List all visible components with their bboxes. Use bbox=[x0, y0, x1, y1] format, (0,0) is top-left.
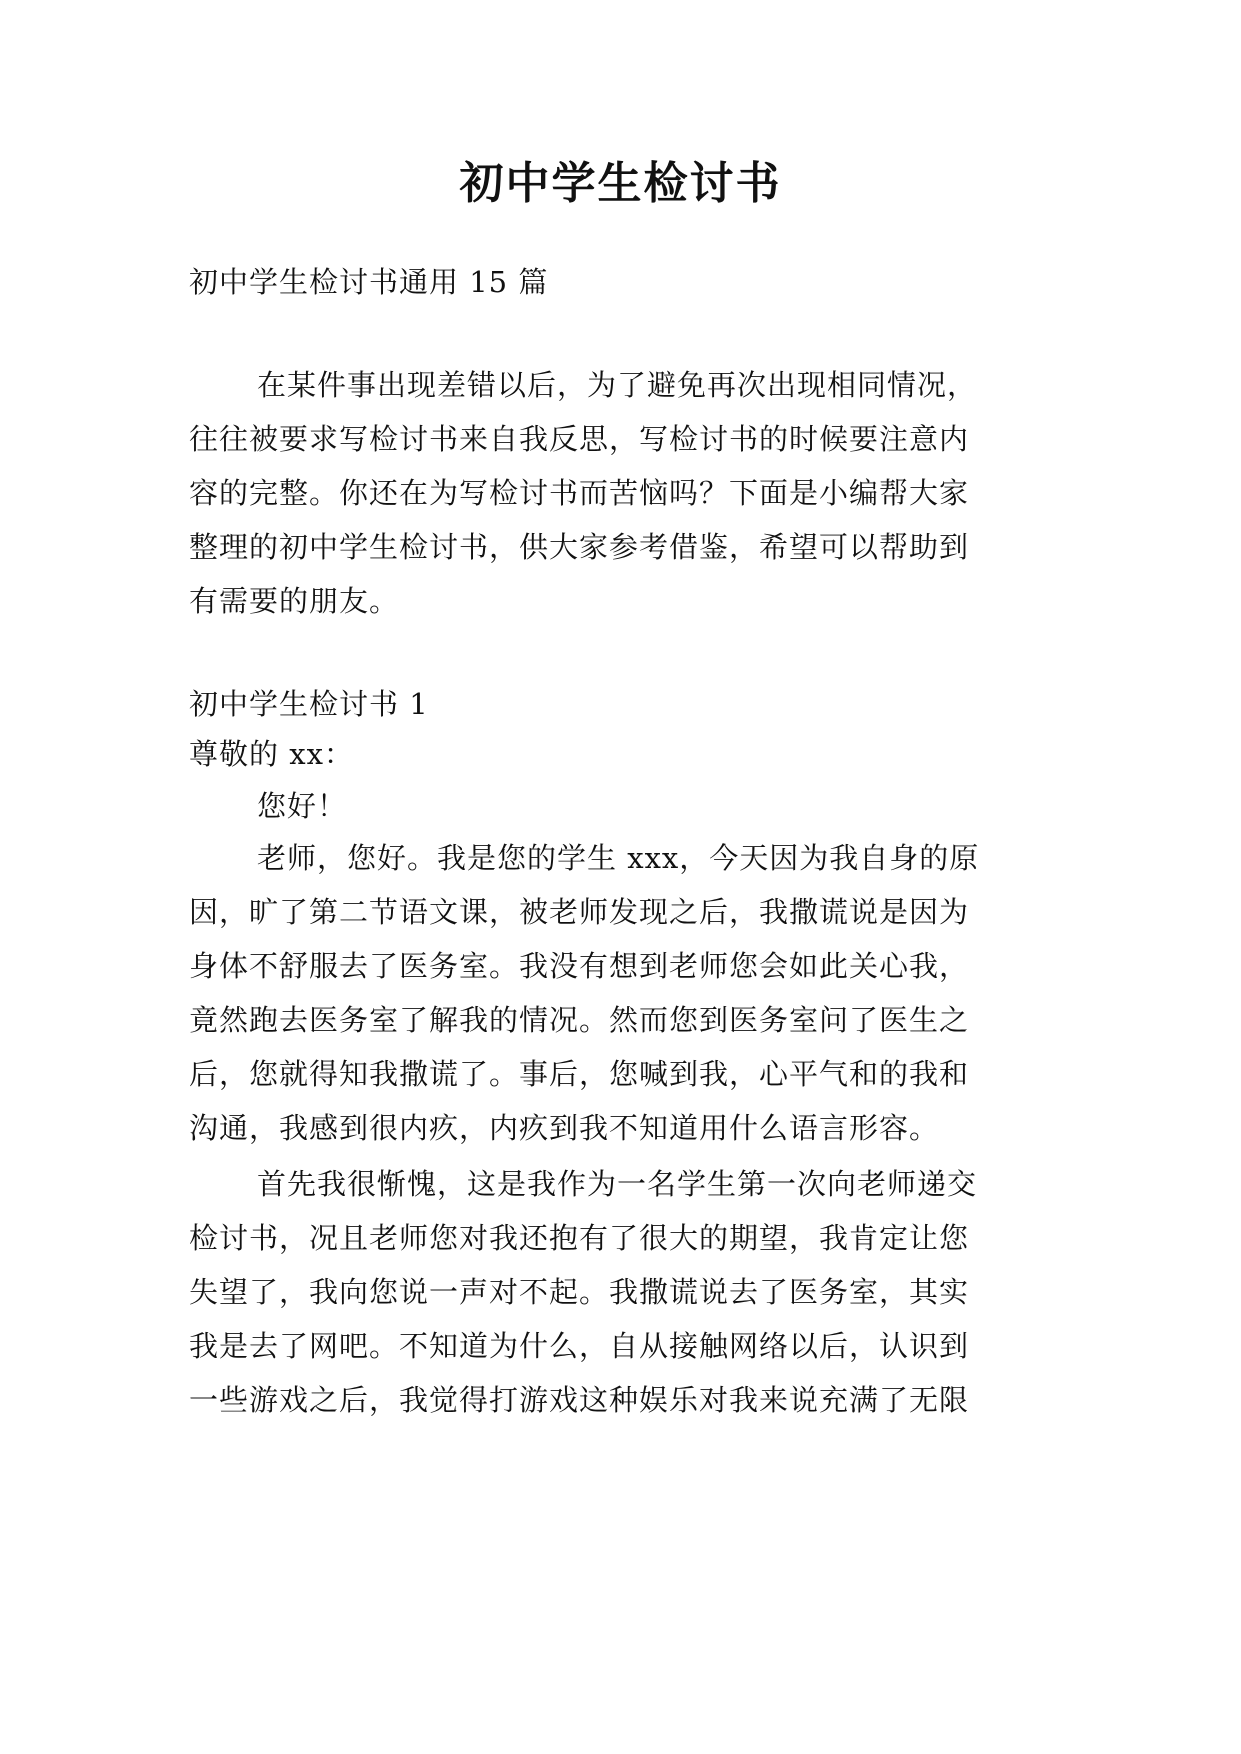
paragraph-line: 身体不舒服去了医务室。我没有想到老师您会如此关心我， bbox=[189, 949, 970, 983]
intro-line: 有需要的朋友。 bbox=[189, 584, 400, 618]
intro-line: 容的完整。你还在为写检讨书而苦恼吗？下面是小编帮大家 bbox=[189, 476, 970, 510]
intro-line: 往往被要求写检讨书来自我反思，写检讨书的时候要注意内 bbox=[189, 422, 970, 456]
paragraph-line: 沟通，我感到很内疚，内疚到我不知道用什么语言形容。 bbox=[189, 1111, 940, 1145]
paragraph-line: 首先我很惭愧，这是我作为一名学生第一次向老师递交 bbox=[257, 1167, 978, 1201]
greeting: 您好！ bbox=[257, 789, 348, 823]
section-heading: 初中学生检讨书 1 bbox=[189, 687, 429, 721]
paragraph-line: 竟然跑去医务室了解我的情况。然而您到医务室问了医生之 bbox=[189, 1003, 970, 1037]
document-subtitle: 初中学生检讨书通用 15 篇 bbox=[189, 265, 549, 299]
paragraph-line: 后，您就得知我撒谎了。事后，您喊到我，心平气和的我和 bbox=[189, 1057, 970, 1091]
paragraph-line: 因，旷了第二节语文课，被老师发现之后，我撒谎说是因为 bbox=[189, 895, 970, 929]
paragraph-line: 一些游戏之后，我觉得打游戏这种娱乐对我来说充满了无限 bbox=[189, 1383, 970, 1417]
document-title: 初中学生检讨书 bbox=[459, 158, 782, 209]
salutation: 尊敬的 xx： bbox=[189, 737, 354, 771]
paragraph-line: 我是去了网吧。不知道为什么，自从接触网络以后，认识到 bbox=[189, 1329, 970, 1363]
paragraph-line: 老师，您好。我是您的学生 xxx，今天因为我自身的原 bbox=[257, 841, 980, 875]
paragraph-line: 检讨书，况且老师您对我还抱有了很大的期望，我肯定让您 bbox=[189, 1221, 970, 1255]
intro-line: 在某件事出现差错以后，为了避免再次出现相同情况， bbox=[257, 368, 978, 402]
intro-line: 整理的初中学生检讨书，供大家参考借鉴，希望可以帮助到 bbox=[189, 530, 970, 564]
paragraph-line: 失望了，我向您说一声对不起。我撒谎说去了医务室，其实 bbox=[189, 1275, 970, 1309]
